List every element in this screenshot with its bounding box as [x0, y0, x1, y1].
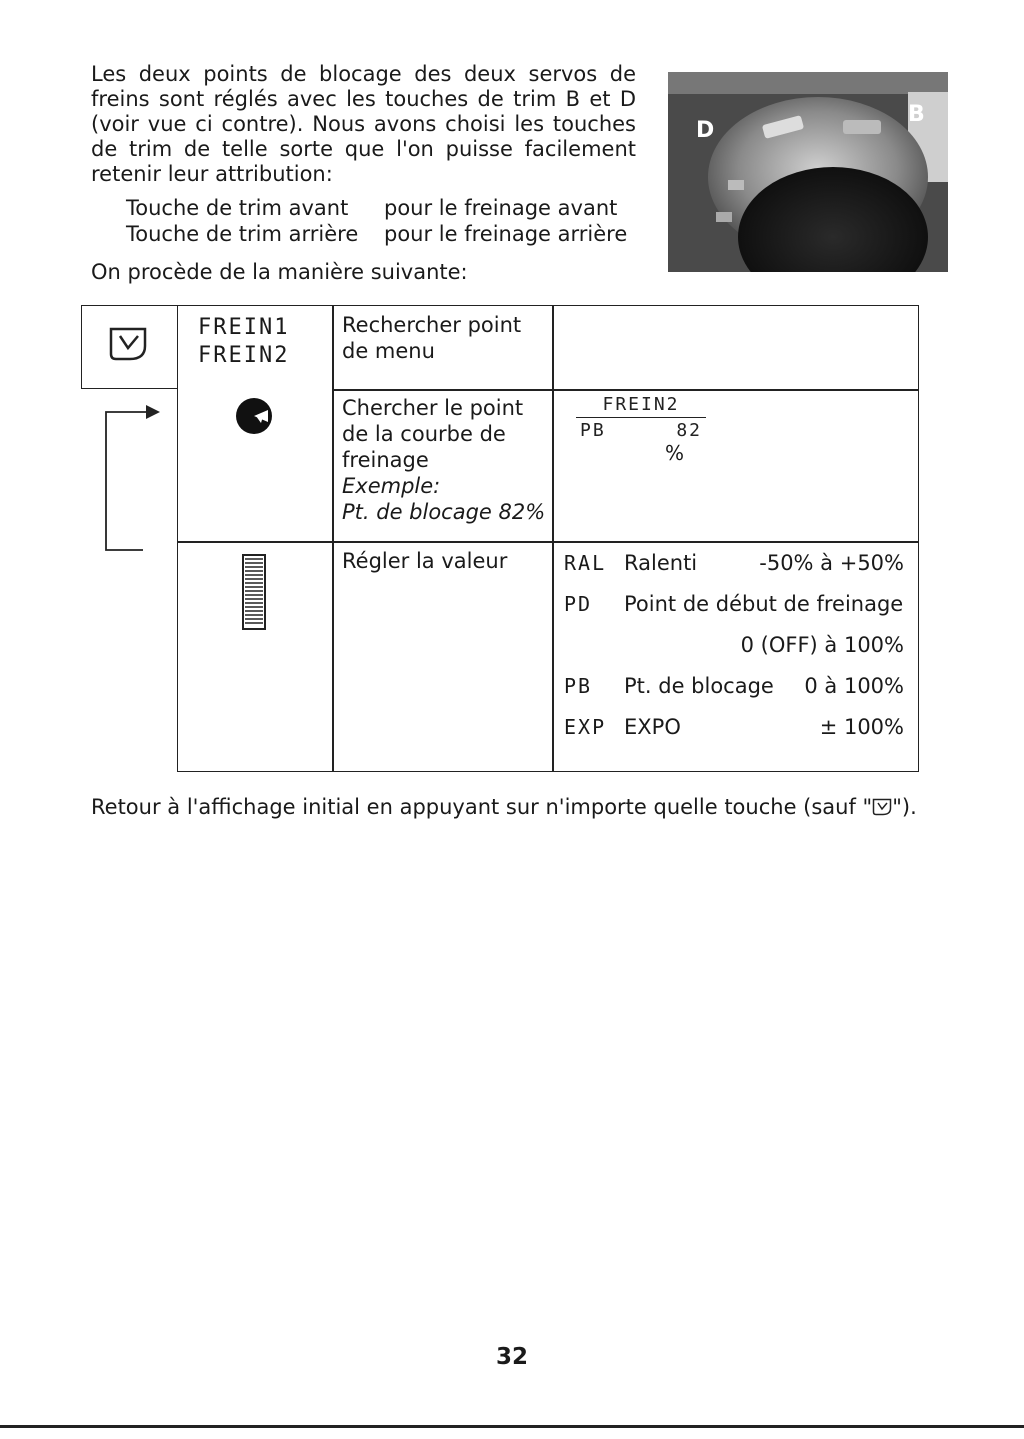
example-value: Pt. de blocage 82% [342, 500, 546, 524]
param-row [564, 591, 904, 632]
param-row [564, 673, 904, 714]
action-line: de la courbe de [342, 422, 506, 446]
thumbwheel-icon [242, 554, 266, 630]
param-name: Pt. de blocage [624, 674, 774, 698]
param-list [564, 550, 904, 755]
trim-label-b: B [908, 102, 925, 127]
display-freinl-1: FREIN1 [198, 315, 290, 340]
param-row [564, 550, 904, 591]
trim-purpose-label: pour le freinage arrière [384, 222, 628, 246]
param-name: Ralenti [624, 551, 698, 575]
display-value: 82 [676, 420, 702, 441]
return-instruction [91, 795, 917, 819]
table-divider [332, 306, 334, 771]
action-line: de menu [342, 339, 435, 363]
display-code: PB [580, 420, 606, 441]
param-row [564, 632, 904, 673]
row3-action: Régler la valeur [342, 549, 508, 573]
table-divider [332, 389, 918, 391]
row2-action [342, 395, 545, 525]
param-row [564, 714, 904, 755]
param-code: PB [564, 674, 593, 698]
param-range: 0 à 100% [804, 674, 904, 698]
param-range: -50% à +50% [759, 551, 904, 575]
param-name: Point de début de freinage [624, 592, 904, 616]
intro-paragraph [91, 62, 636, 187]
display-example [576, 394, 706, 465]
trim-assignment-list [126, 195, 627, 247]
param-code: EXP [564, 715, 607, 739]
table-divider [178, 541, 918, 543]
table-divider [552, 306, 554, 771]
transmitter-knob-illustration [668, 72, 948, 272]
display-title: FREIN2 [576, 394, 706, 418]
procedure-heading: On procède de la manière suivante: [91, 260, 468, 284]
page-number: 32 [495, 1344, 528, 1370]
param-name: EXPO [624, 715, 681, 739]
param-code: RAL [564, 551, 607, 575]
return-text-part: Retour à l'affichage initial en appuyant sur n'importe quelle touche (sauf " [91, 795, 873, 819]
param-range: 0 (OFF) à 100% [740, 633, 904, 657]
menu-display [198, 314, 289, 370]
trim-label-d: D [696, 118, 715, 143]
display-line [576, 418, 706, 441]
row1-action [342, 312, 521, 364]
trim-row-rear [126, 221, 627, 247]
menu-key-icon [108, 326, 148, 362]
return-text-part: "). [892, 795, 917, 819]
menu-key-icon [872, 798, 892, 816]
action-line: Chercher le point [342, 396, 524, 420]
procedure-table [177, 305, 919, 772]
trim-row-front [126, 195, 627, 221]
footer-rule [0, 1425, 1024, 1428]
trim-purpose-label: pour le freinage avant [384, 196, 618, 220]
display-freinl-2: FREIN2 [198, 343, 290, 368]
param-code: PD [564, 592, 593, 616]
transmitter-photo [668, 72, 948, 272]
trim-key-label: Touche de trim arrière [126, 222, 359, 246]
trim-key-label: Touche de trim avant [126, 196, 349, 220]
menu-key-cell [81, 305, 177, 389]
example-label: Exemple: [342, 474, 441, 498]
action-line: freinage [342, 448, 429, 472]
loop-arrow [100, 400, 180, 575]
intro-text: Les deux points de blocage des deux servos de freins sont réglés avec les touches de trim B et D (voir vue ci contre). Nous avons choisi les touches de trim de telle sorte que l'on puisse facilement retenir leur attribution: [91, 62, 636, 186]
display-unit: % [664, 441, 684, 465]
action-line: Rechercher point [342, 313, 522, 337]
rotary-knob-icon [234, 396, 274, 436]
param-range: ± 100% [819, 715, 904, 739]
